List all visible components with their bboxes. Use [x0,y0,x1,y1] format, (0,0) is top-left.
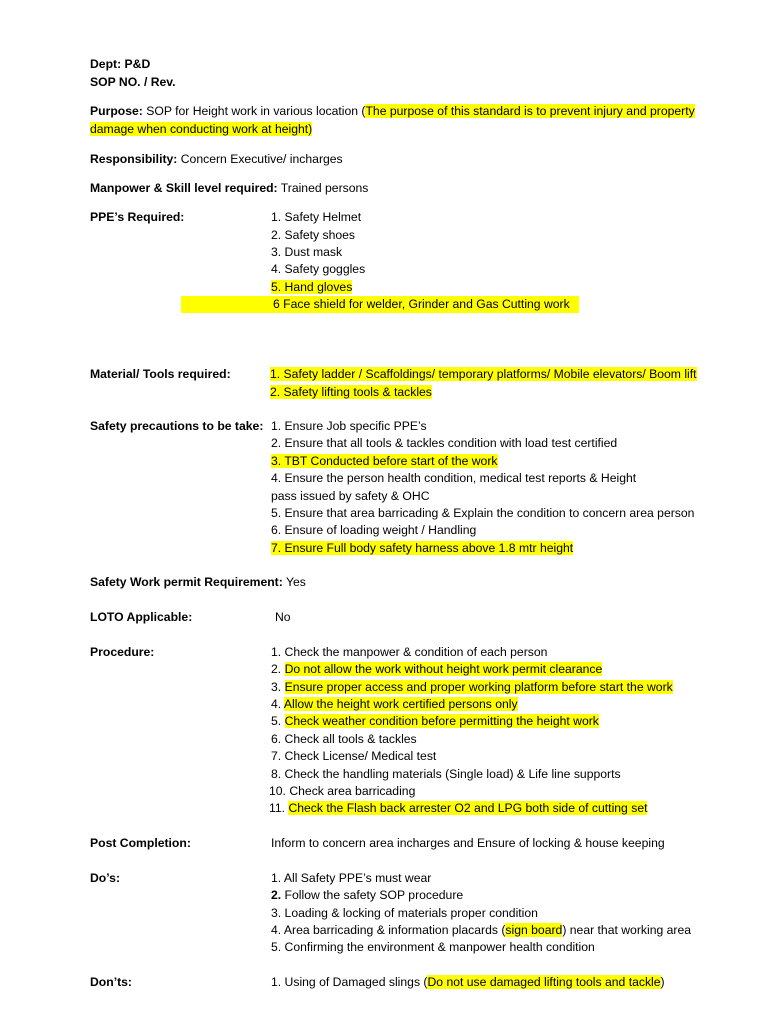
purpose-label: Purpose: [90,104,143,118]
procedure-label: Procedure: [90,645,155,659]
procedure-num-7: 7. [271,749,282,763]
ppe-item-5-text: 5. Hand gloves [271,280,353,294]
procedure-text-4: Allow the height work certified persons only [283,697,518,711]
safety-item-7-text: 7. Ensure Full body safety harness above 1.8 mtr height [271,541,574,555]
ppe-label: PPE’s Required: [90,210,185,224]
procedure-item-3 [271,679,673,696]
ppe-item-2: 2. Safety shoes [271,228,356,242]
procedure-num-1: 1. [271,645,282,659]
safety-item-1: 1. Ensure Job specific PPE’s [271,419,427,433]
safety-item-7 [271,540,573,557]
procedure-item-4 [271,696,518,713]
purpose-highlight-b: damage when conducting work at height) [90,122,313,136]
responsibility-label: Responsibility: [90,152,178,166]
permit-label: Safety Work permit Requirement: [90,575,283,589]
safety-item-3-text: 3. TBT Conducted before start of the work [271,454,498,468]
ppe-item-1: 1. Safety Helmet [271,210,362,224]
dos-item-4 [271,922,691,939]
dos-num-2: 2. [271,888,282,902]
manpower-label: Manpower & Skill level required: [90,181,278,195]
procedure-num-5: 5. [271,714,282,728]
procedure-item-2 [271,661,602,678]
procedure-num-8: 8. [271,767,282,781]
dos-item-5: 5. Confirming the environment & manpower health condition [271,940,595,954]
procedure-item-7 [271,748,436,765]
ppe-item-4: 4. Safety goggles [271,262,366,276]
dos-item-4-highlight: sign board [505,923,563,937]
ppe-item-3: 3. Dust mask [271,245,343,259]
purpose-text: SOP for Height work in various location ( [142,104,366,118]
procedure-text-2: Do not allow the work without height work permit clearance [284,662,603,676]
procedure-item-10 [269,783,415,800]
permit-value: Yes [282,575,306,589]
procedure-text-11: Check the Flash back arrester O2 and LPG both side of cutting set [288,801,648,815]
loto-value: No [275,610,291,624]
safety-item-4: 4. Ensure the person health condition, medical test reports & Height [271,471,637,485]
donts-item-1-pre: 1. Using of Damaged slings ( [271,975,428,989]
procedure-num-6: 6. [271,732,282,746]
procedure-num-2: 2. [271,662,282,676]
material-item-2 [270,384,432,401]
dos-item-1: 1. All Safety PPE’s must wear [271,871,432,885]
donts-item-1-highlight: Do not use damaged lifting tools and tackle [427,975,661,989]
donts-item-1 [271,974,665,991]
procedure-num-4: 4. [271,697,282,711]
procedure-text-7: Check License/ Medical test [281,749,437,763]
dos-item-3: 3. Loading & locking of materials proper condition [271,906,538,920]
procedure-item-6 [271,731,417,748]
dos-item-2 [271,887,463,904]
permit-line [90,574,306,591]
dos-item-4-pre: 4. Area barricading & information placards ( [271,923,506,937]
donts-item-1-post: ) [660,975,665,989]
ppe-item-6: 6 Face shield for welder, Grinder and Gas Cutting work [273,297,570,311]
safety-item-4-cont: pass issued by safety & OHC [271,489,430,503]
responsibility-value: Concern Executive/ incharges [177,152,343,166]
manpower-value: Trained persons [277,181,369,195]
dos-text-2: Follow the safety SOP procedure [281,888,464,902]
procedure-text-5: Check weather condition before permitting the height work [284,714,599,728]
dos-item-4-post: ) near that working area [562,923,692,937]
procedure-text-6: Check all tools & tackles [281,732,417,746]
post-label: Post Completion: [90,836,191,850]
procedure-item-5 [271,713,599,730]
purpose-highlight-a: The purpose of this standard is to prevent injury and property [365,104,695,118]
procedure-text-10: Check area barricading [285,784,416,798]
procedure-num-3: 3. [271,680,282,694]
procedure-item-11 [269,800,647,817]
safety-item-2: 2. Ensure that all tools & tackles condition with load test certified [271,436,618,450]
procedure-num-11: 11. [269,801,286,815]
dept-value: P&D [124,57,151,71]
purpose-line-1 [90,103,695,120]
donts-label: Don’ts: [90,975,132,989]
procedure-item-8 [271,766,621,783]
ppe-item-5 [271,279,352,296]
safety-item-6: 6. Ensure of loading weight / Handling [271,523,477,537]
procedure-num-10: 10. [269,784,286,798]
material-item-2-text: 2. Safety lifting tools & tackles [270,385,432,399]
procedure-item-1 [271,644,547,661]
safety-item-5: 5. Ensure that area barricading & Explain the condition to concern area person [271,506,695,520]
loto-label: LOTO Applicable: [90,610,193,624]
sop-number: SOP NO. / Rev. [90,75,176,89]
safety-label: Safety precautions to be take: [90,419,264,433]
dept-label: Dept: [90,57,122,71]
procedure-text-8: Check the handling materials (Single load) & Life line supports [281,767,621,781]
procedure-text-1: Check the manpower & condition of each person [281,645,548,659]
material-label: Material/ Tools required: [90,367,231,381]
dept-line [90,56,150,73]
post-value: Inform to concern area incharges and Ensure of locking & house keeping [271,836,665,850]
responsibility-line [90,151,343,168]
manpower-line [90,180,368,197]
dos-label: Do’s: [90,871,121,885]
safety-item-3 [271,453,498,470]
material-item-1 [270,366,697,383]
material-item-1-text: 1. Safety ladder / Scaffoldings/ temporary platforms/ Mobile elevators/ Boom lift [270,367,697,381]
purpose-line-2 [90,121,312,138]
procedure-text-3: Ensure proper access and proper working platform before start the work [284,680,673,694]
